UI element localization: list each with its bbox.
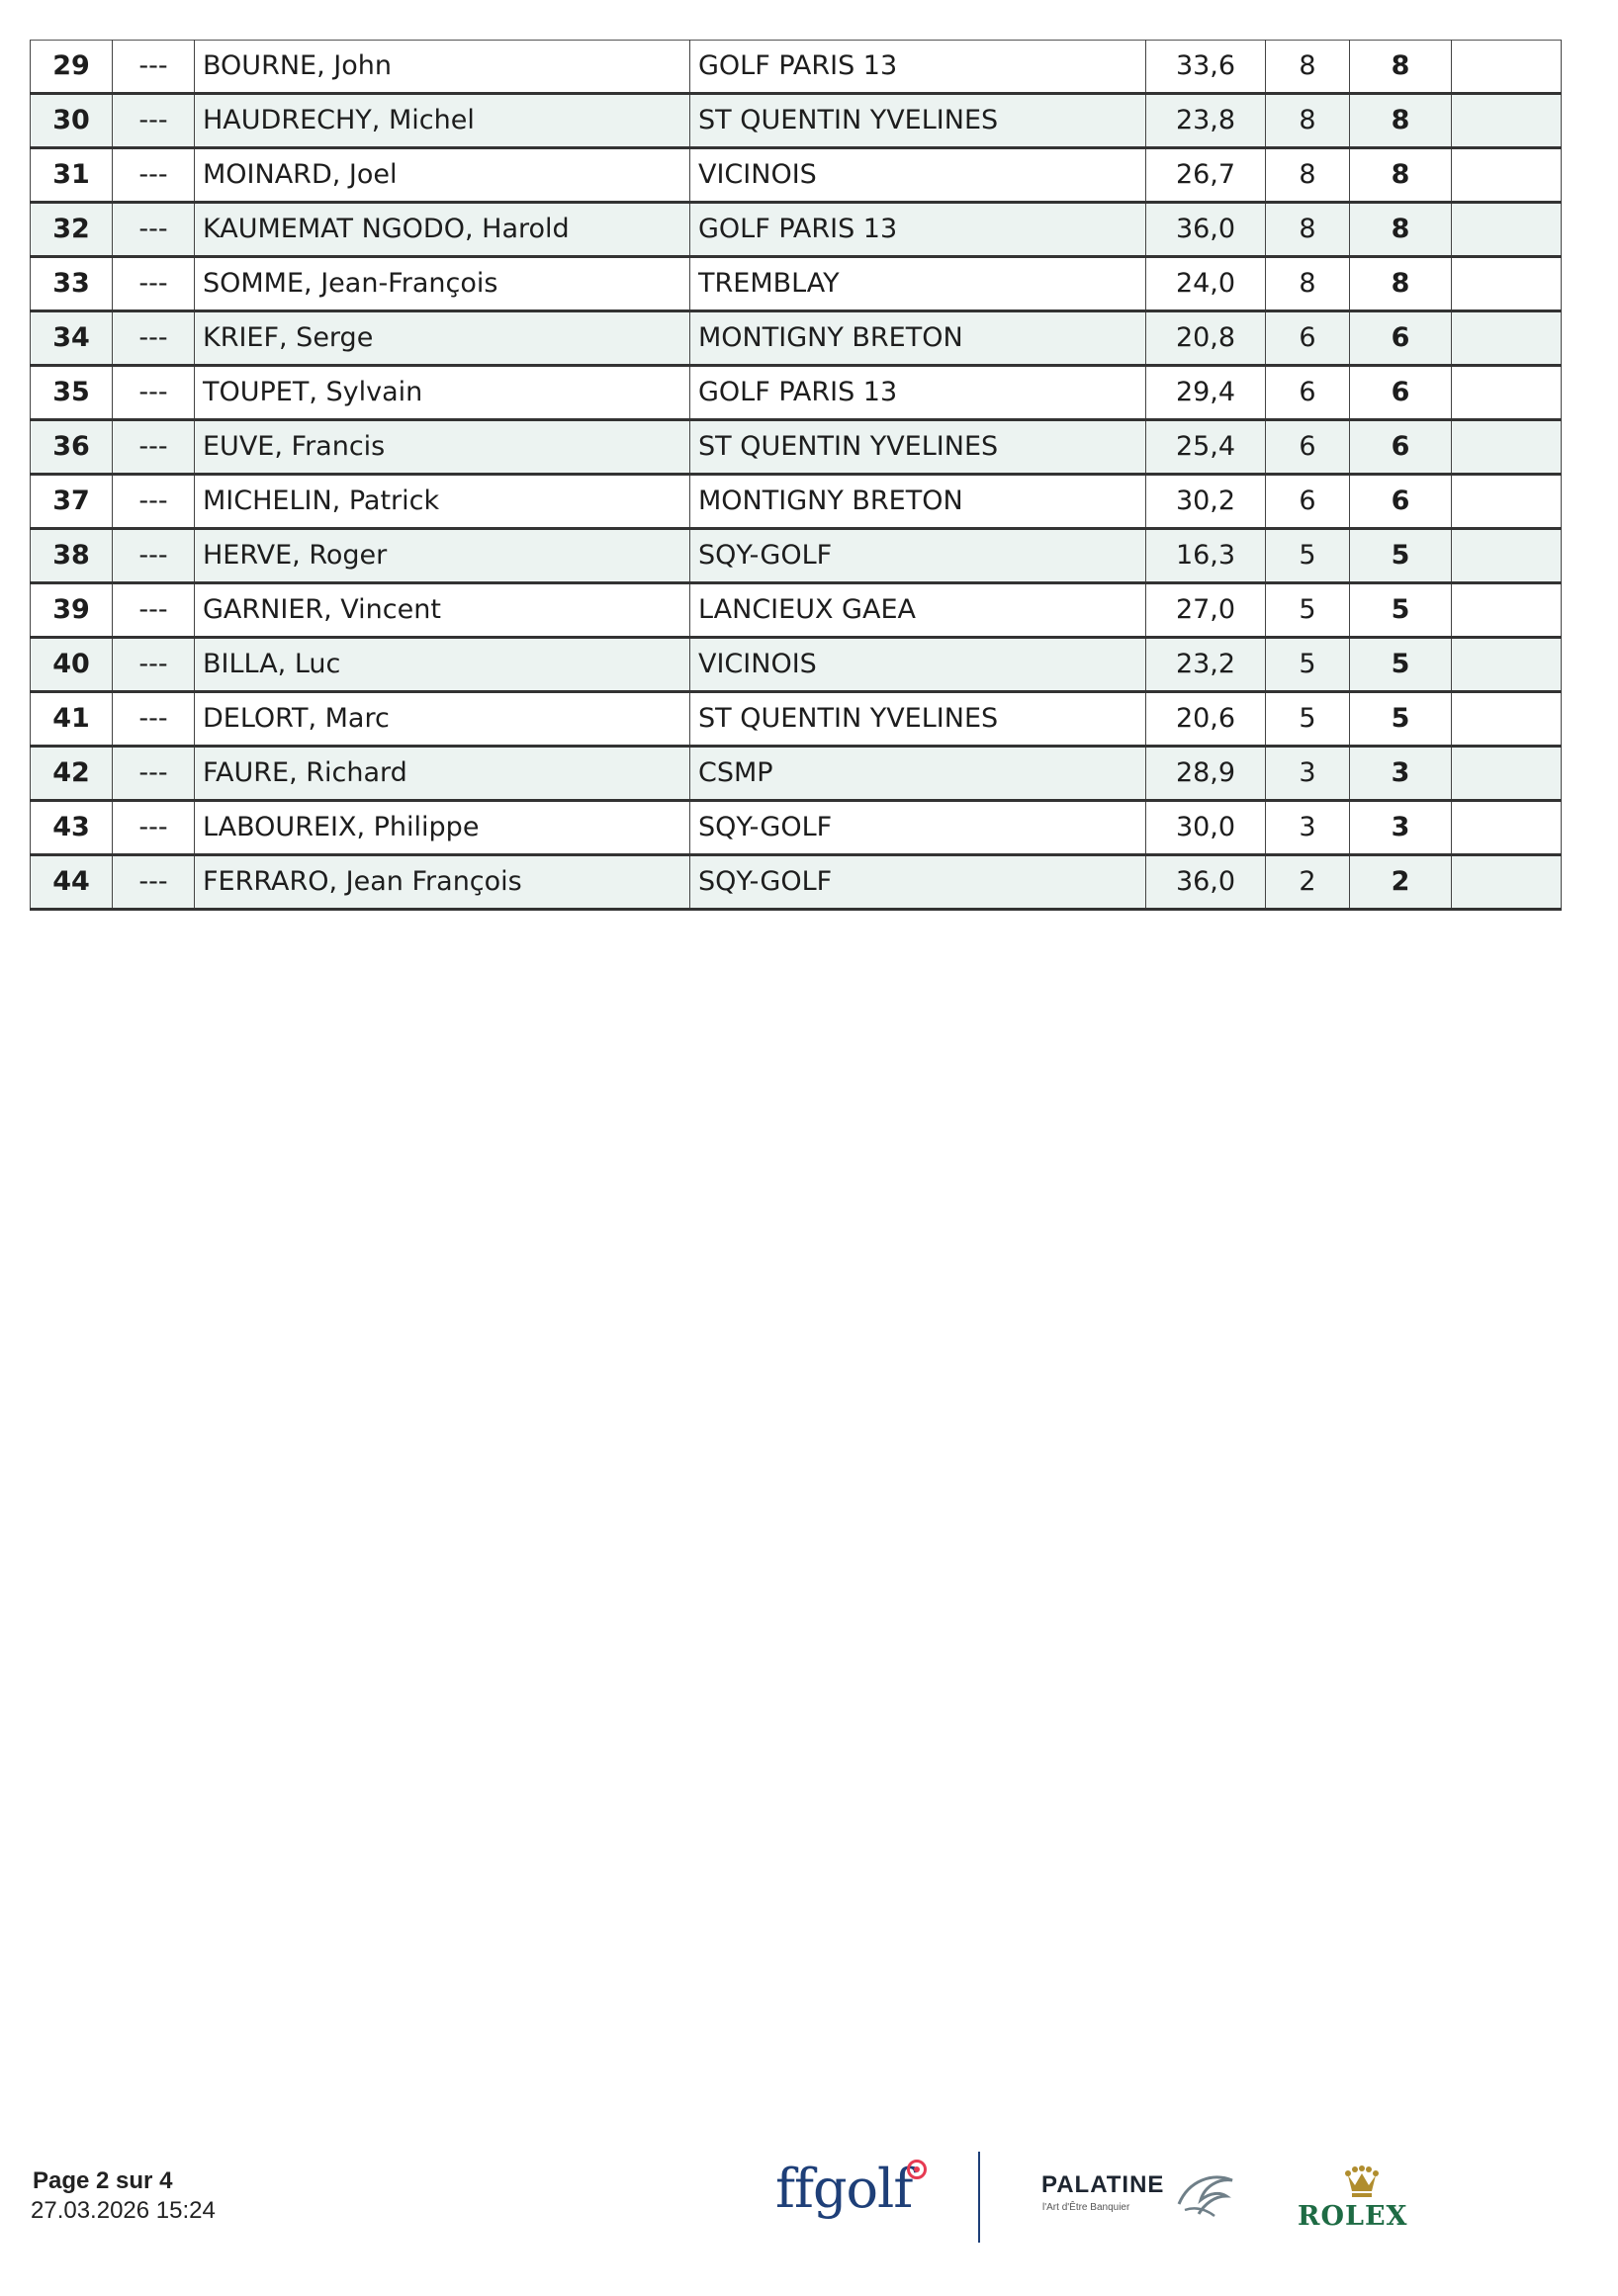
dash-cell: --- bbox=[113, 747, 195, 801]
dash-cell: --- bbox=[113, 475, 195, 529]
dash-cell: --- bbox=[113, 366, 195, 420]
index-cell: 36,0 bbox=[1146, 855, 1266, 910]
net-score-cell: 8 bbox=[1350, 41, 1452, 94]
club-cell: ST QUENTIN YVELINES bbox=[690, 692, 1146, 747]
dash-cell: --- bbox=[113, 638, 195, 692]
index-cell: 24,0 bbox=[1146, 257, 1266, 311]
brut-score-cell: 6 bbox=[1266, 311, 1350, 366]
club-cell: LANCIEUX GAEA bbox=[690, 583, 1146, 638]
rank-cell: 34 bbox=[31, 311, 113, 366]
player-name-cell: BOURNE, John bbox=[195, 41, 690, 94]
dash-cell: --- bbox=[113, 583, 195, 638]
rank-cell: 44 bbox=[31, 855, 113, 910]
index-cell: 36,0 bbox=[1146, 203, 1266, 257]
rank-cell: 43 bbox=[31, 801, 113, 855]
empty-cell bbox=[1452, 801, 1562, 855]
empty-cell bbox=[1452, 148, 1562, 203]
table-row bbox=[31, 747, 1562, 801]
page-number: Page 2 sur 4 bbox=[33, 2167, 173, 2194]
empty-cell bbox=[1452, 420, 1562, 475]
table-row bbox=[31, 41, 1562, 94]
table-row bbox=[31, 148, 1562, 203]
player-name-cell: FAURE, Richard bbox=[195, 747, 690, 801]
rank-cell: 31 bbox=[31, 148, 113, 203]
dash-cell: --- bbox=[113, 257, 195, 311]
brut-score-cell: 5 bbox=[1266, 638, 1350, 692]
empty-cell bbox=[1452, 311, 1562, 366]
dash-cell: --- bbox=[113, 94, 195, 148]
brut-score-cell: 3 bbox=[1266, 747, 1350, 801]
player-name-cell: KAUMEMAT NGODO, Harold bbox=[195, 203, 690, 257]
empty-cell bbox=[1452, 41, 1562, 94]
brut-score-cell: 2 bbox=[1266, 855, 1350, 910]
player-name-cell: KRIEF, Serge bbox=[195, 311, 690, 366]
club-cell: VICINOIS bbox=[690, 638, 1146, 692]
table-row bbox=[31, 366, 1562, 420]
empty-cell bbox=[1452, 855, 1562, 910]
palatine-tagline: l'Art d'Être Banquier bbox=[1042, 2202, 1130, 2213]
rank-cell: 32 bbox=[31, 203, 113, 257]
club-cell: VICINOIS bbox=[690, 148, 1146, 203]
dash-cell: --- bbox=[113, 41, 195, 94]
index-cell: 20,8 bbox=[1146, 311, 1266, 366]
dash-cell: --- bbox=[113, 801, 195, 855]
table-row bbox=[31, 257, 1562, 311]
empty-cell bbox=[1452, 475, 1562, 529]
rolex-logo: ROLEX bbox=[1298, 2201, 1408, 2232]
net-score-cell: 6 bbox=[1350, 475, 1452, 529]
brut-score-cell: 6 bbox=[1266, 420, 1350, 475]
club-cell: ST QUENTIN YVELINES bbox=[690, 420, 1146, 475]
net-score-cell: 3 bbox=[1350, 801, 1452, 855]
table-row bbox=[31, 475, 1562, 529]
logo-divider bbox=[978, 2152, 980, 2243]
club-cell: SQY-GOLF bbox=[690, 529, 1146, 583]
club-cell: SQY-GOLF bbox=[690, 855, 1146, 910]
rank-cell: 36 bbox=[31, 420, 113, 475]
club-cell: MONTIGNY BRETON bbox=[690, 311, 1146, 366]
index-cell: 33,6 bbox=[1146, 41, 1266, 94]
rank-cell: 33 bbox=[31, 257, 113, 311]
dash-cell: --- bbox=[113, 148, 195, 203]
table-row bbox=[31, 855, 1562, 910]
dash-cell: --- bbox=[113, 692, 195, 747]
net-score-cell: 8 bbox=[1350, 148, 1452, 203]
rank-cell: 40 bbox=[31, 638, 113, 692]
player-name-cell: MOINARD, Joel bbox=[195, 148, 690, 203]
brut-score-cell: 6 bbox=[1266, 366, 1350, 420]
results-table-body bbox=[31, 41, 1562, 910]
palatine-wave-icon bbox=[1175, 2166, 1238, 2218]
brut-score-cell: 5 bbox=[1266, 692, 1350, 747]
index-cell: 23,8 bbox=[1146, 94, 1266, 148]
player-name-cell: BILLA, Luc bbox=[195, 638, 690, 692]
dash-cell: --- bbox=[113, 855, 195, 910]
dash-cell: --- bbox=[113, 529, 195, 583]
rank-cell: 39 bbox=[31, 583, 113, 638]
net-score-cell: 6 bbox=[1350, 420, 1452, 475]
net-score-cell: 2 bbox=[1350, 855, 1452, 910]
club-cell: ST QUENTIN YVELINES bbox=[690, 94, 1146, 148]
brut-score-cell: 3 bbox=[1266, 801, 1350, 855]
club-cell: TREMBLAY bbox=[690, 257, 1146, 311]
brut-score-cell: 6 bbox=[1266, 475, 1350, 529]
brut-score-cell: 5 bbox=[1266, 583, 1350, 638]
dash-cell: --- bbox=[113, 420, 195, 475]
rank-cell: 30 bbox=[31, 94, 113, 148]
print-datetime: 27.03.2026 15:24 bbox=[31, 2197, 216, 2224]
rank-cell: 29 bbox=[31, 41, 113, 94]
empty-cell bbox=[1452, 366, 1562, 420]
net-score-cell: 5 bbox=[1350, 583, 1452, 638]
brut-score-cell: 8 bbox=[1266, 257, 1350, 311]
table-row bbox=[31, 583, 1562, 638]
table-row bbox=[31, 311, 1562, 366]
empty-cell bbox=[1452, 94, 1562, 148]
player-name-cell: HERVE, Roger bbox=[195, 529, 690, 583]
table-row bbox=[31, 529, 1562, 583]
empty-cell bbox=[1452, 638, 1562, 692]
index-cell: 28,9 bbox=[1146, 747, 1266, 801]
empty-cell bbox=[1452, 583, 1562, 638]
index-cell: 29,4 bbox=[1146, 366, 1266, 420]
net-score-cell: 3 bbox=[1350, 747, 1452, 801]
brut-score-cell: 5 bbox=[1266, 529, 1350, 583]
index-cell: 23,2 bbox=[1146, 638, 1266, 692]
player-name-cell: GARNIER, Vincent bbox=[195, 583, 690, 638]
table-row bbox=[31, 638, 1562, 692]
net-score-cell: 8 bbox=[1350, 257, 1452, 311]
player-name-cell: EUVE, Francis bbox=[195, 420, 690, 475]
net-score-cell: 6 bbox=[1350, 366, 1452, 420]
net-score-cell: 5 bbox=[1350, 692, 1452, 747]
empty-cell bbox=[1452, 529, 1562, 583]
player-name-cell: SOMME, Jean-François bbox=[195, 257, 690, 311]
index-cell: 26,7 bbox=[1146, 148, 1266, 203]
club-cell: MONTIGNY BRETON bbox=[690, 475, 1146, 529]
index-cell: 30,0 bbox=[1146, 801, 1266, 855]
brut-score-cell: 8 bbox=[1266, 148, 1350, 203]
palatine-logo: PALATINE bbox=[1041, 2171, 1165, 2198]
brut-score-cell: 8 bbox=[1266, 94, 1350, 148]
index-cell: 20,6 bbox=[1146, 692, 1266, 747]
results-table bbox=[30, 40, 1562, 911]
brut-score-cell: 8 bbox=[1266, 203, 1350, 257]
player-name-cell: TOUPET, Sylvain bbox=[195, 366, 690, 420]
dash-cell: --- bbox=[113, 203, 195, 257]
table-row bbox=[31, 94, 1562, 148]
club-cell: GOLF PARIS 13 bbox=[690, 41, 1146, 94]
index-cell: 16,3 bbox=[1146, 529, 1266, 583]
ffgolf-logo-mark-icon bbox=[907, 2160, 927, 2179]
table-row bbox=[31, 203, 1562, 257]
rolex-crown-icon bbox=[1343, 2165, 1381, 2199]
index-cell: 25,4 bbox=[1146, 420, 1266, 475]
net-score-cell: 6 bbox=[1350, 311, 1452, 366]
rank-cell: 41 bbox=[31, 692, 113, 747]
net-score-cell: 8 bbox=[1350, 94, 1452, 148]
player-name-cell: MICHELIN, Patrick bbox=[195, 475, 690, 529]
rank-cell: 35 bbox=[31, 366, 113, 420]
player-name-cell: DELORT, Marc bbox=[195, 692, 690, 747]
net-score-cell: 8 bbox=[1350, 203, 1452, 257]
ffgolf-logo: ffgolf bbox=[775, 2158, 913, 2220]
table-row bbox=[31, 692, 1562, 747]
rank-cell: 42 bbox=[31, 747, 113, 801]
club-cell: SQY-GOLF bbox=[690, 801, 1146, 855]
player-name-cell: FERRARO, Jean François bbox=[195, 855, 690, 910]
empty-cell bbox=[1452, 692, 1562, 747]
club-cell: CSMP bbox=[690, 747, 1146, 801]
table-row bbox=[31, 801, 1562, 855]
empty-cell bbox=[1452, 257, 1562, 311]
index-cell: 27,0 bbox=[1146, 583, 1266, 638]
player-name-cell: HAUDRECHY, Michel bbox=[195, 94, 690, 148]
net-score-cell: 5 bbox=[1350, 638, 1452, 692]
rank-cell: 37 bbox=[31, 475, 113, 529]
club-cell: GOLF PARIS 13 bbox=[690, 366, 1146, 420]
dash-cell: --- bbox=[113, 311, 195, 366]
empty-cell bbox=[1452, 747, 1562, 801]
table-row bbox=[31, 420, 1562, 475]
brut-score-cell: 8 bbox=[1266, 41, 1350, 94]
index-cell: 30,2 bbox=[1146, 475, 1266, 529]
club-cell: GOLF PARIS 13 bbox=[690, 203, 1146, 257]
rank-cell: 38 bbox=[31, 529, 113, 583]
net-score-cell: 5 bbox=[1350, 529, 1452, 583]
player-name-cell: LABOUREIX, Philippe bbox=[195, 801, 690, 855]
empty-cell bbox=[1452, 203, 1562, 257]
